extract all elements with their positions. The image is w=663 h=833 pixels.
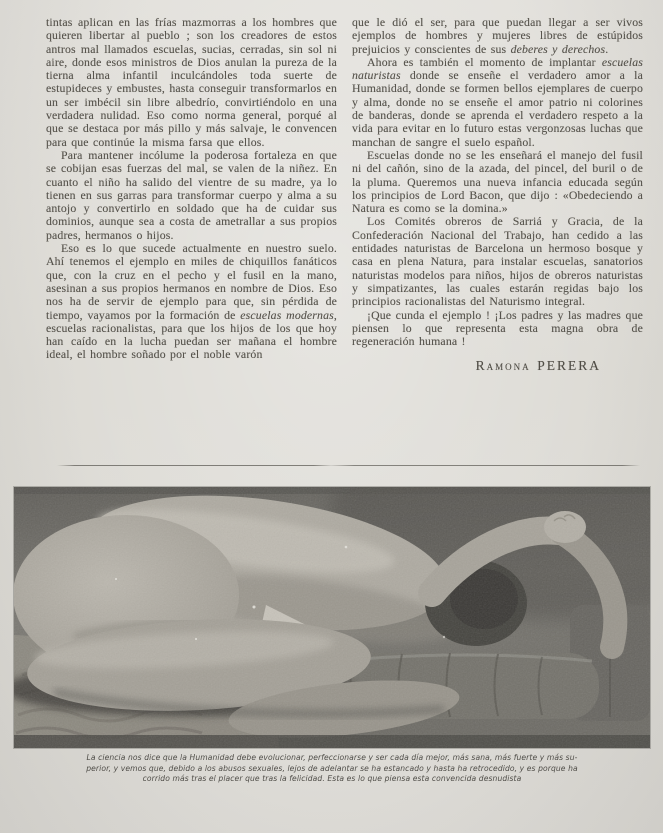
divider-rule — [57, 465, 640, 466]
italic-phrase: escuelas naturistas — [352, 54, 643, 83]
left-column — [46, 16, 337, 462]
paragraph-text: Ahora es también el momento de implantar — [367, 54, 602, 69]
paragraph — [46, 149, 337, 242]
paragraph-text: Los Comités obreros de Sarriá y Gracia, de la Confederación Nacional del Trabajo, han cedido a las entidades naturistas de Barcelona un hermoso bosque y casa en plena Natura, para instalar escuelas, sanatorios naturistas modelos para niños, hijos de obreros naturistas y simpatizantes, las cuales estarán regidas bajo los principios racionalistas del Naturismo integral. — [352, 214, 643, 309]
italic-phrase: deberes y derechos — [510, 41, 606, 56]
paragraph-text: Para mantener incólume la poderosa fortaleza en que se cobijan esas fuerzas del mal, se valen de la niñez. En cuanto el niño ha salido del vientre de su madre, ya lo tienen en sus garras para transformar cuerpo y alma a su antojo y convertirlo en soldado que ha de cuidar sus dominios, aunque sea a costa de ametrallar a sus propios padres, hermanos o hijos. — [46, 147, 337, 242]
paragraph-text: donde se enseñe el verdadero amor a la Humanidad, donde se formen bellos ejemplares de cuerpo y alma, donde no se enseñe el amor patrio ni colorines de banderas, donde se aprenda el verdadero respeto a la vida para evitar en lo futuro estas vergonzosas luchas que manchan de sangre el suelo español. — [352, 68, 643, 149]
paragraph — [352, 215, 643, 308]
paragraph-text: . — [605, 41, 609, 56]
paragraph — [46, 16, 337, 149]
caption-line: corrido más tras el placer que tras la felicidad. Esta es lo que piensa esta convencida desnudista — [142, 774, 522, 784]
paragraph — [352, 56, 643, 149]
paragraph — [352, 309, 643, 349]
paragraph — [352, 16, 643, 56]
paragraph-text: tintas aplican en las frías mazmorras a los hombres que quieren libertar al pueblo ; son los creadores de estos antros mal llamados escuelas, sucias, cerradas, sin sol ni aire, donde esos ministros de Dios anulan la pureza de la tierna alma infantil inculcándoles toda suerte de estupideces y embustes, hasta conseguir transformarlos en un ser imbécil sin libre albedrío, convirtiéndolo en una verdadera nulidad. Eso como norma general, porqué al que se destaca por más pillo y más salvaje, le convencen para que continúe la misma farsa que ellos. — [46, 16, 337, 149]
paragraph-text: Eso es lo que sucede actualmente en nuestro suelo. Ahí tenemos el ejemplo en miles de chiquillos fanáticos que, con la cruz en el pecho y el fusil en la mano, asesinan a sus propios hermanos en nombre de Dios. Eso nos ha de servir de ejemplo para que, sin pérdida de tiempo, vayamos por la formación de — [46, 241, 337, 322]
paragraph — [46, 242, 337, 362]
paragraph-text: ¡Que cunda el ejemplo ! ¡Los padres y las madres que piensen lo que representa esta magna obra de regeneración humana ! — [352, 307, 643, 349]
right-column — [352, 16, 643, 462]
caption-line: La ciencia nos dice que la Humanidad debe evolucionar, perfeccionarse y ser cada día mejor, más sana, más fuerte y más su- — [86, 753, 578, 762]
italic-phrase: escuelas modernas — [240, 307, 334, 322]
paragraph-text: Escuelas donde no se les enseñará el manejo del fusil ni del cañón, sino de la azada, del pincel, del buril o de la pluma. Queremos una nueva infancia educada según los principios de Lord Bacon, que dijo : «Obedeciendo a Natura es como se la domina.» — [352, 147, 643, 216]
photo-illustration — [14, 487, 650, 748]
paragraph-text: , escuelas racionalistas, para que los hijos de los que hoy han caído en la lucha puedan ser mañana el hombre ideal, el hombre soñado por el noble varón — [46, 307, 337, 362]
paragraph — [352, 149, 643, 215]
caption-line: perior, y vemos que, debido a los abusos sexuales, lejos de adelantar se ha estancado y hasta ha retrocedido, y es porque ha — [86, 763, 578, 773]
photo-caption — [36, 753, 628, 785]
photo-nude-figure — [14, 487, 650, 748]
paragraph-text: que le dió el ser, para que puedan llegar a ser vivos ejemplos de hombres y mujeres libres de estúpidos prejuicios y conscientes de sus — [352, 16, 643, 56]
byline-author: Ramona PERERA — [475, 358, 601, 374]
article-body — [46, 16, 643, 462]
